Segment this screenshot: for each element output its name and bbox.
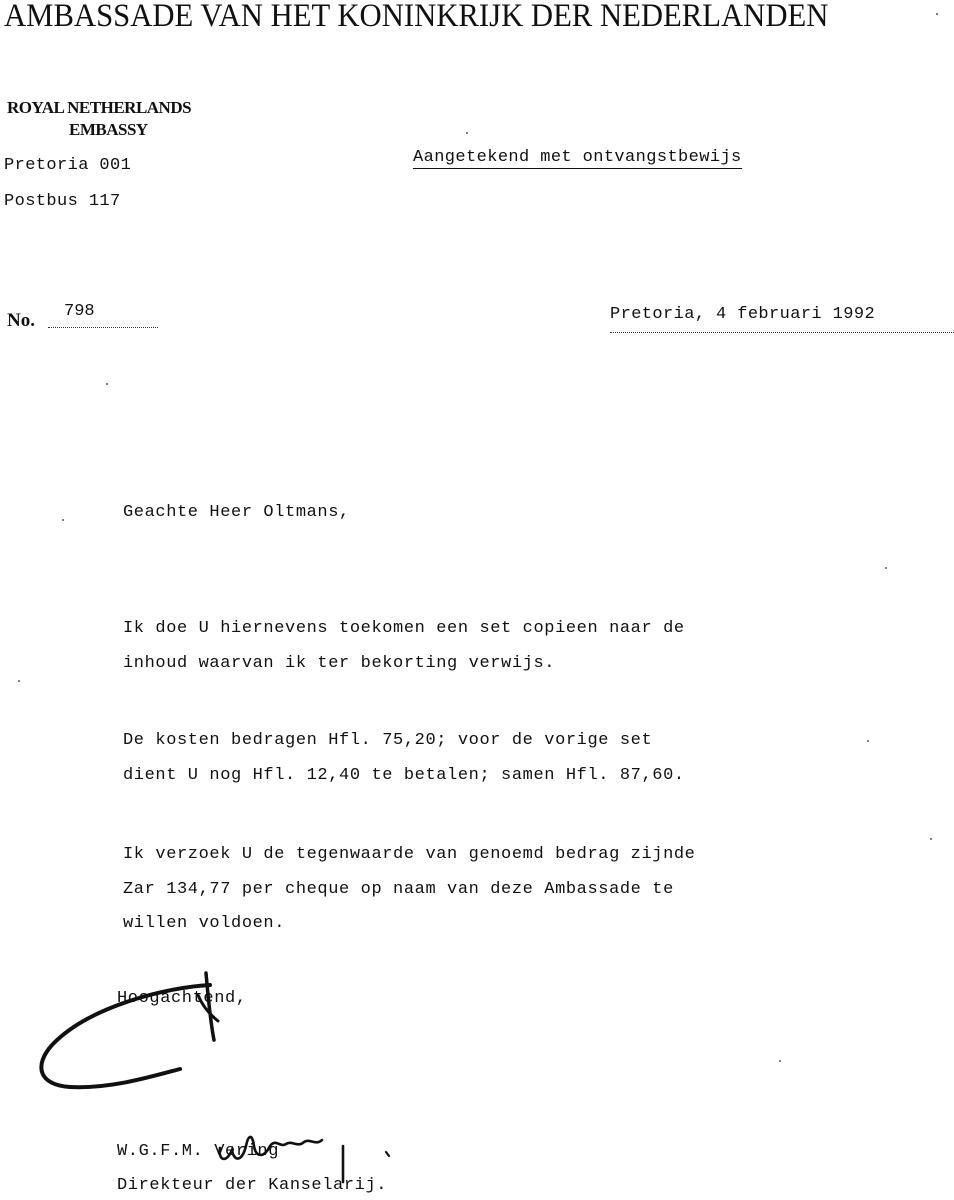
scan-speck: [106, 383, 108, 385]
reference-label: No.: [7, 310, 35, 331]
body-paragraph-1-line-2: inhoud waarvan ik ter bekorting verwijs.: [123, 654, 556, 673]
embassy-name-line1: ROYAL NETHERLANDS: [7, 98, 192, 117]
scan-speck: [936, 13, 938, 15]
address-line-city: Pretoria 001: [4, 156, 132, 175]
closing: Hoogachtend,: [117, 989, 247, 1008]
scan-speck: [779, 1060, 781, 1062]
salutation: Geachte Heer Oltmans,: [123, 503, 350, 522]
delivery-note: [413, 148, 742, 167]
place-date: Pretoria, 4 februari 1992: [610, 305, 876, 324]
body-paragraph-3-line-1: Ik verzoek U de tegenwaarde van genoemd bedrag zijnde: [123, 845, 696, 864]
handwritten-flourish: [30, 965, 290, 1095]
delivery-note-text: Aangetekend met ontvangstbewijs: [413, 148, 742, 167]
body-paragraph-2-line-1: De kosten bedragen Hfl. 75,20; voor de vorige set: [123, 731, 653, 750]
scan-speck: [62, 519, 64, 521]
place-date-field: [610, 305, 954, 333]
letterhead-title: AMBASSADE VAN HET KONINKRIJK DER NEDERLANDEN: [4, 0, 829, 34]
reference-number-field: [48, 300, 158, 328]
body-paragraph-1-line-1: Ik doe U hiernevens toekomen een set copieen naar de: [123, 619, 685, 638]
body-paragraph-3-line-2: Zar 134,77 per cheque op naam van deze Ambassade te: [123, 880, 674, 899]
scan-speck: [885, 567, 887, 569]
scan-speck: [867, 740, 869, 742]
signatory-title: Direkteur der Kanselarij.: [117, 1176, 388, 1195]
scan-speck: [930, 838, 932, 840]
body-paragraph-3-line-3: willen voldoen.: [123, 914, 286, 933]
body-paragraph-2-line-2: dient U nog Hfl. 12,40 te betalen; samen Hfl. 87,60.: [123, 766, 685, 785]
address-line-postbox: Postbus 117: [4, 192, 121, 211]
scan-speck: [466, 132, 468, 134]
embassy-name-line2: EMBASSY: [69, 120, 148, 139]
reference-number: 798: [64, 302, 95, 321]
signatory-name: W.G.F.M. Vering: [117, 1142, 280, 1161]
scan-speck: [18, 680, 20, 682]
